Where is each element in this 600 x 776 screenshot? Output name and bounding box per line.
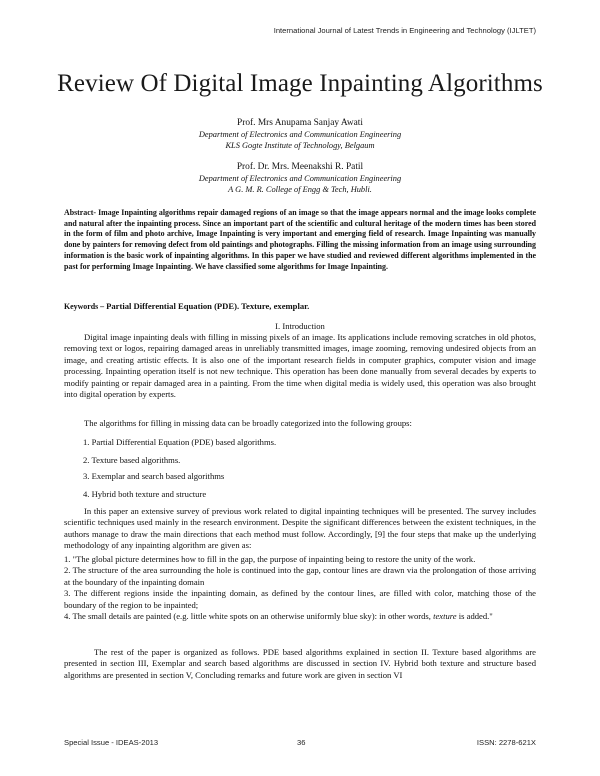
keywords-label: Keywords – (64, 302, 107, 311)
step-text-end: is added." (456, 611, 493, 622)
page-number: 36 (297, 738, 306, 747)
step-item (64, 611, 536, 622)
intro-paragraph (64, 506, 536, 552)
author-name: Prof. Dr. Mrs. Meenakshi R. Patil (236, 162, 364, 172)
keywords (64, 301, 309, 311)
step-item: 1. "The global picture determines how to fill in the gap, the purpose of inpainting being to restore the unity of the work. (64, 554, 476, 564)
footer-issue: Special Issue - IDEAS-2013 (64, 738, 159, 747)
intro-paragraph (64, 418, 536, 429)
intro-text: The algorithms for filling in missing data can be broadly categorized into the following groups: (84, 418, 412, 428)
intro-paragraph (64, 647, 536, 681)
author-name: Prof. Mrs Anupama Sanjay Awati (237, 118, 363, 128)
abstract: Abstract- Image Inpainting algorithms repair damaged regions of an image so that the image appears normal and the image looks complete and natural after the inpainting process. Since an important part of the scientific and cultural heritage of the modern times has been stored in the form of film and photo archive, Image Inpainting is very important and emerging field of research. Image Inpainting was manually done by painters for removing defect from old paintings and photographs. Filling the missing information from an image using surrounding information is the basic work of inpainting algorithms. In this paper we have studied and reviewed different algorithms implemented in the past for performing Image Inpainting. We have classified some algorithms for Image Inpainting. (64, 208, 536, 271)
journal-header: International Journal of Latest Trends in Engineering and Technology (IJLTET) (273, 26, 536, 35)
group-item: 4. Hybrid both texture and structure (83, 489, 207, 499)
step-emphasis: texture (433, 611, 457, 622)
author-department: Department of Electronics and Communication Engineering (198, 130, 402, 139)
intro-text: In this paper an extensive survey of previous work related to digital inpainting techniques will be presented. The survey includes scientific techniques used mainly in the research environment. Despite the significant differences between the existent techniques, in the authors manage to draw the main directions that each method must follow. Accordingly, [9] the four steps that make up the underlying methodology of any inpainting algorithm are given as: (64, 506, 536, 551)
group-item: 3. Exemplar and search based algorithms (83, 471, 225, 481)
step-text: 4. The small details are painted (e.g. little white spots on an otherwise uniformly blue sky): in other words, (64, 611, 434, 622)
paper-title: Review Of Digital Image Inpainting Algorithms (57, 70, 543, 97)
step-item: 3. The different regions inside the inpainting domain, as defined by the contour lines, are filled with color, matching those of the boundary of the region to be inpainted; (64, 588, 536, 610)
section-heading: I. Introduction (275, 321, 325, 331)
steps-list (64, 554, 536, 622)
author-department: Department of Electronics and Communication Engineering (198, 174, 402, 183)
keywords-text: Partial Differential Equation (PDE). Texture, exemplar. (106, 301, 310, 311)
step-item: 2. The structure of the area surrounding the hole is continued into the gap, contour lines are drawn via the prolongation of those arriving at the boundary of the inpainting domain (64, 565, 536, 587)
intro-paragraph (64, 332, 536, 400)
intro-text: Digital image inpainting deals with filling in missing pixels of an image. Its applications include removing scratches in old photos, removing text or logos, repairing damaged areas in unreliably transmitted images, image zooming, removing undesired objects from an image, and creating artistic effects. It is also one of the important research fields in computer graphics, computer vision and image processing. Inpainting operation itself is not new technique. This operation has been done manually from several decades by experts to modify painting or repair damaged area in a painting. From the time when digital media is widely used, this operation was also brought into digital operation by experts. (64, 332, 536, 400)
intro-text: The rest of the paper is organized as follows. PDE based algorithms explained in section II. Texture based algorithms are presented in section III, Exemplar and search based algorithms are discussed in section IV. Hybrid both texture and structure based algorithms are presented in section V, Concluding remarks and future work are given in section VI (64, 647, 536, 680)
group-item: 2. Texture based algorithms. (83, 455, 181, 465)
author-institution: KLS Gogte Institute of Technology, Belgaum (225, 141, 375, 150)
author-institution: A G. M. R. College of Engg & Tech, Hubli. (228, 185, 372, 194)
group-item: 1. Partial Differential Equation (PDE) based algorithms. (83, 437, 277, 447)
footer-issn: ISSN: 2278-621X (476, 738, 536, 747)
